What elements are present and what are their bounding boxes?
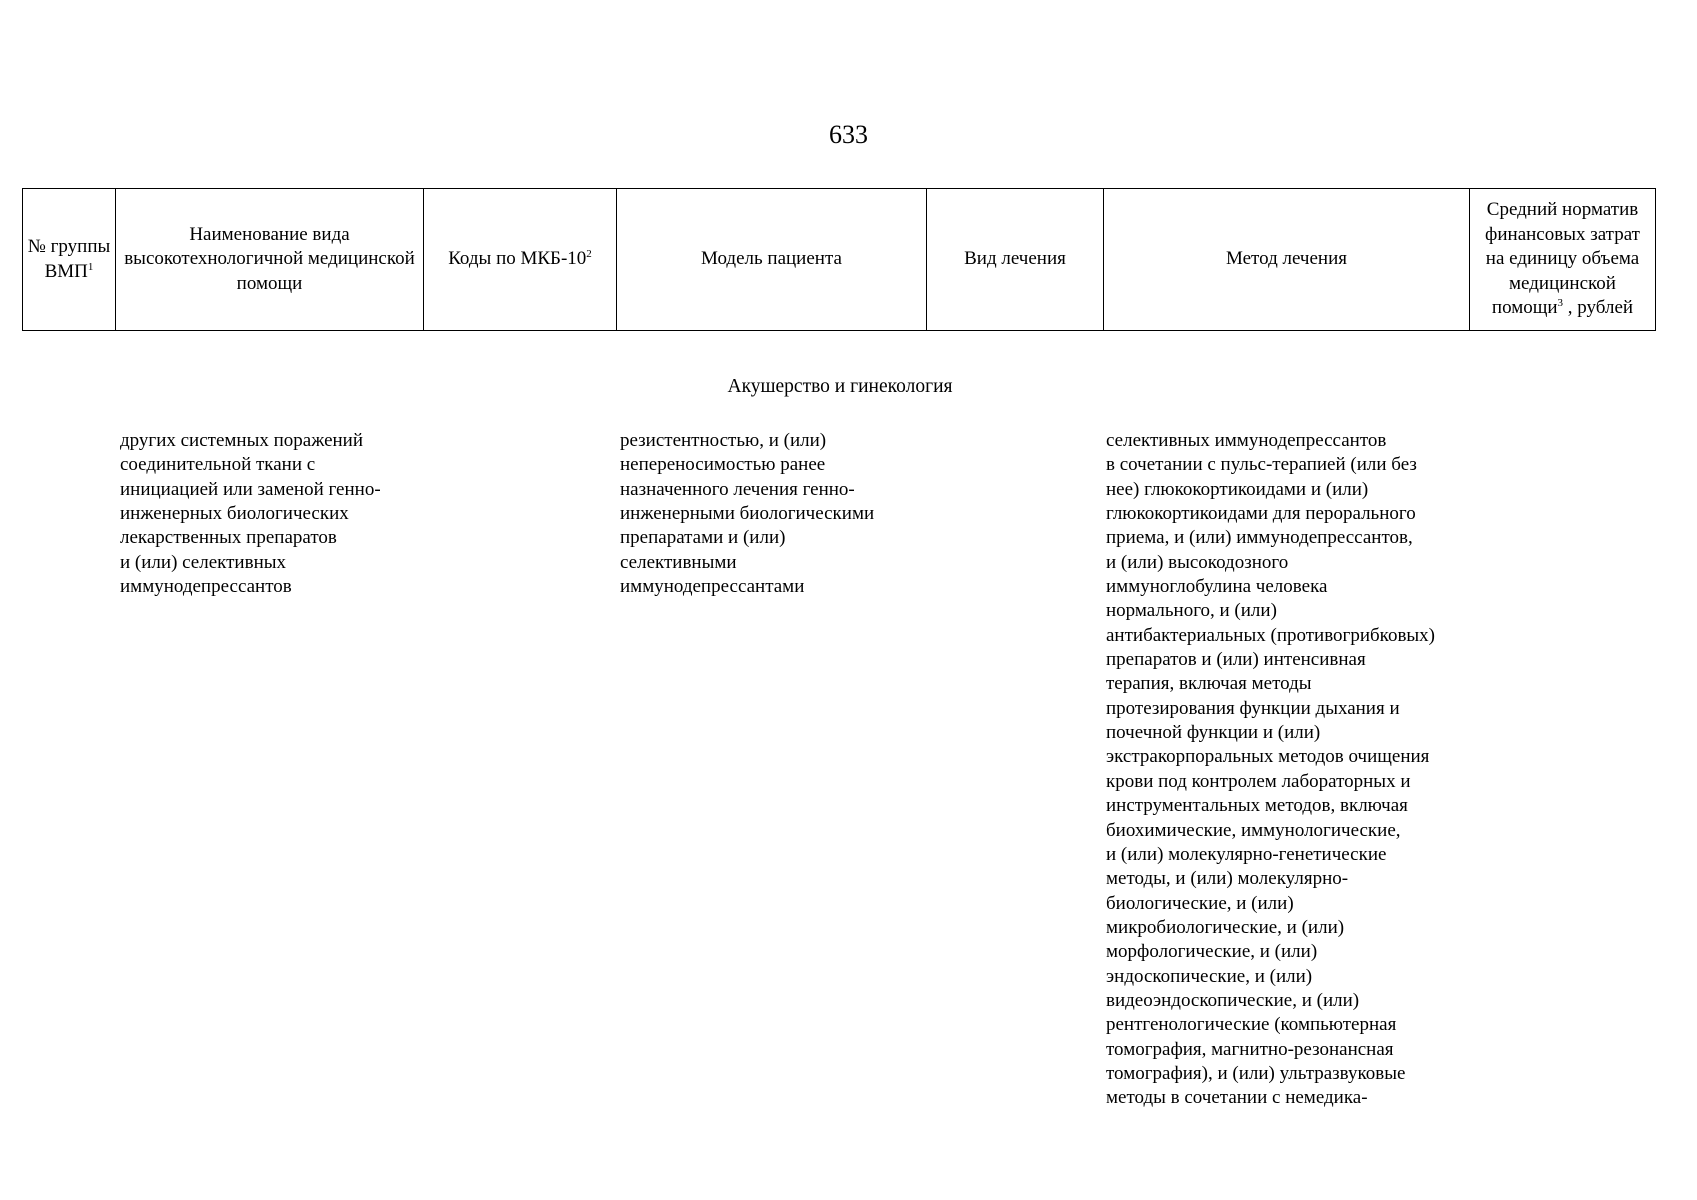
header-cell-cost-standard [1470, 189, 1656, 331]
page-number: 633 [829, 120, 868, 149]
treatment-method-text: селективных иммунодепрессантов в сочетании с пульс-терапией (или без нее) глюкокортикоидами и (или) глюкокортикоидами для перорального приема, и (или) иммунодепрессантов, и (или) высокодозного иммуноглобулина человека нормального, и (или) антибактериальных (противогрибковых) препаратов и (или) интенсивная терапия, включая методы протезирования функции дыхания и почечной функции и (или) экстракорпоральных методов очищения крови под контролем лабораторных и инструментальных методов, включая биохимические, иммунологические, и (или) молекулярно-генетические методы, и (или) молекулярно- биологические, и (или) микробиологические, и (или) морфологические, и (или) эндоскопические, и (или) видеоэндоскопические, и (или) рентгенологические (компьютерная томография, магнитно-резонансная томография), и (или) ультразвуковые методы в сочетании с немедика- [1106, 430, 1436, 1109]
header-care-type-label: Наименование вида высокотехнологичной медицинской помощи [124, 223, 415, 294]
header-group-number-label: № группы ВМП [27, 236, 111, 282]
care-type-text: других системных поражений соединительной ткани с инициацией или заменой генно- инженерных биологических лекарственных препаратов и (или) селективных иммунодепрессантов [120, 430, 381, 598]
header-treatment-method-label: Метод лечения [1225, 248, 1347, 270]
table-header [22, 188, 1656, 331]
section-title: Акушерство и гинекология [727, 376, 953, 397]
header-cell-icd-codes [424, 189, 617, 331]
header-cell-group-number [23, 189, 116, 331]
header-treatment-type-label: Вид лечения [964, 248, 1066, 270]
footnote-ref-1: 1 [87, 260, 94, 273]
header-icd-codes-label: Коды по МКБ-10 [448, 248, 587, 270]
header-cell-care-type [116, 189, 424, 331]
footnote-ref-3: 3 [1557, 297, 1564, 310]
header-cost-standard-unit: , рублей [1563, 297, 1634, 319]
footnote-ref-2: 2 [586, 248, 592, 261]
header-cost-standard-label: Средний норматив финансовых затрат на единицу объема медицинской помощи [1485, 199, 1640, 319]
header-cell-treatment-method [1104, 189, 1470, 331]
header-cell-treatment-type [927, 189, 1104, 331]
header-patient-model-label: Модель пациента [701, 248, 842, 270]
patient-model-text: резистентностью, и (или) непереносимостью ранее назначенного лечения генно- инженерными биологическими препаратами и (или) селективными иммунодепрессантами [620, 430, 875, 598]
header-cell-patient-model [617, 189, 927, 331]
